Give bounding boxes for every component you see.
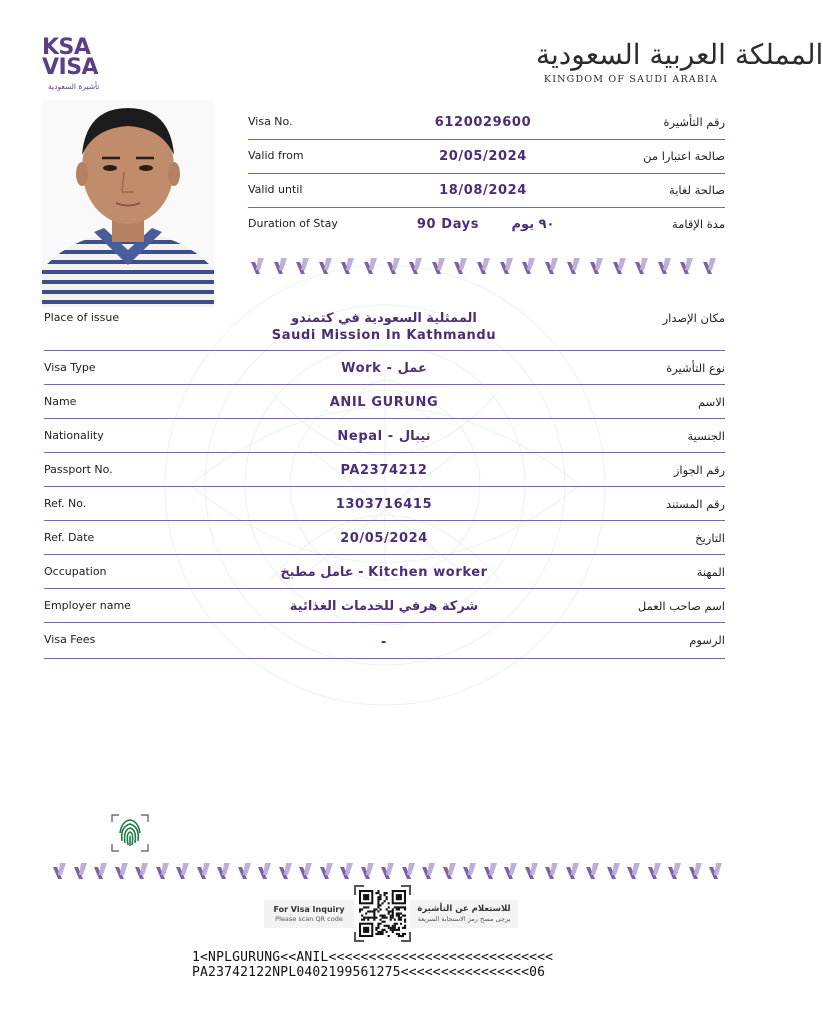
name-value: ANIL GURUNG	[329, 395, 439, 410]
security-checkmark-icon	[216, 861, 234, 881]
security-checkmark-icon	[524, 861, 542, 881]
security-checkmark-icon	[298, 861, 316, 881]
row-passport-no	[44, 457, 725, 487]
security-checkmark-icon	[657, 256, 675, 276]
kingdom-english-title: KINGDOM OF SAUDI ARABIA	[543, 74, 719, 85]
security-checkmark-icon	[339, 861, 357, 881]
duration-value: 90 Days	[416, 217, 480, 232]
inquiry-arabic-subtitle: يرجى مسح رمز الاستجابة السريعة	[417, 915, 511, 923]
ksa-logo-line2	[42, 55, 122, 80]
security-checkmark-icon	[363, 256, 381, 276]
ref-date-value: 20/05/2024	[340, 531, 428, 546]
place-of-issue-value: Saudi Mission In Kathmandu	[271, 328, 497, 343]
security-checkmark-icon	[606, 861, 624, 881]
security-checkmark-icon	[237, 861, 255, 881]
ksa-visa-logo	[42, 35, 122, 91]
employer-arabic-label: اسم صاحب العمل	[637, 599, 725, 613]
row-name	[44, 389, 725, 419]
security-checkmark-icon	[708, 861, 726, 881]
occupation-arabic-label: المهنة	[696, 565, 725, 579]
security-checkmark-icon	[73, 861, 91, 881]
security-checkmark-icon	[503, 861, 521, 881]
security-checkmark-icon	[647, 861, 665, 881]
security-checkmark-icon	[702, 256, 720, 276]
row-occupation	[44, 559, 725, 589]
row-divider	[44, 658, 725, 659]
nationality-arabic-label: الجنسية	[687, 429, 725, 443]
ksa-logo-arabic: تأشيرة السعودية	[48, 82, 100, 91]
visa-type-label: Visa Type	[44, 361, 96, 374]
visa-inquiry-english	[264, 900, 354, 928]
security-checkmark-icon	[585, 861, 603, 881]
holder-photo	[42, 100, 214, 307]
valid-until-value: 18/08/2024	[439, 183, 527, 198]
security-checkmark-icon	[114, 861, 132, 881]
ref-date-arabic-label: التاريخ	[695, 531, 725, 545]
security-checkmark-icon	[589, 256, 607, 276]
row-divider	[248, 207, 725, 208]
security-checkmark-icon	[462, 861, 480, 881]
security-checkmark-icon	[175, 861, 193, 881]
row-place-of-issue	[44, 306, 725, 351]
row-divider	[44, 350, 725, 351]
security-checkmark-icon	[634, 256, 652, 276]
nationality-label: Nationality	[44, 429, 104, 442]
row-divider	[44, 520, 725, 521]
security-checkmark-icon	[476, 256, 494, 276]
security-checkmark-icon	[442, 861, 460, 881]
row-divider	[44, 554, 725, 555]
visa-type-value: Work - عمل	[341, 361, 427, 376]
security-checkmark-icon	[401, 861, 419, 881]
duration-arabic-label: مدة الإقامة	[672, 217, 725, 231]
security-checkmark-icon	[688, 861, 706, 881]
visa-no-arabic-label: رقم التأشيرة	[663, 115, 725, 129]
visa-fees-value: -	[381, 635, 387, 650]
place-of-issue-arabic-label: مكان الإصدار	[662, 311, 725, 325]
mrz-line-1: 1<NPLGURUNG<<ANIL<<<<<<<<<<<<<<<<<<<<<<<<<<<<	[192, 950, 554, 965]
row-nationality	[44, 423, 725, 453]
security-checkmark-icon	[612, 256, 630, 276]
ref-date-label: Ref. Date	[44, 531, 95, 544]
name-arabic-label: الاسم	[697, 395, 725, 409]
duration-label: Duration of Stay	[248, 217, 338, 230]
security-checkmark-icon	[386, 256, 404, 276]
security-checkmark-icon	[667, 861, 685, 881]
row-visa-fees	[44, 627, 725, 659]
security-checkmark-strip-bottom	[52, 861, 722, 885]
security-checkmark-icon	[679, 256, 697, 276]
row-divider	[248, 173, 725, 174]
ref-no-value: 1303716415	[335, 497, 433, 512]
visa-inquiry-arabic	[410, 900, 518, 928]
visa-no-label: Visa No.	[248, 115, 293, 128]
valid-from-arabic-label: صالحة اعتبارا من	[643, 149, 725, 163]
ref-no-label: Ref. No.	[44, 497, 87, 510]
security-checkmark-strip-top	[250, 256, 725, 280]
row-divider	[44, 452, 725, 453]
qr-code[interactable]	[359, 890, 406, 937]
row-employer	[44, 593, 725, 623]
security-checkmark-icon	[295, 256, 313, 276]
security-checkmark-icon	[453, 256, 471, 276]
security-checkmark-icon	[250, 256, 268, 276]
valid-until-arabic-label: صالحة لغاية	[669, 183, 725, 197]
row-divider	[44, 486, 725, 487]
security-checkmark-icon	[196, 861, 214, 881]
valid-until-label: Valid until	[248, 183, 303, 196]
valid-from-value: 20/05/2024	[439, 149, 527, 164]
employer-value: شركة هرفي للخدمات الغذائية	[289, 599, 479, 614]
visa-no-value: 6120029600	[434, 115, 532, 130]
employer-label: Employer name	[44, 599, 131, 612]
security-checkmark-icon	[273, 256, 291, 276]
row-ref-date	[44, 525, 725, 555]
row-duration	[248, 212, 725, 242]
ref-no-arabic-label: رقم المستند	[666, 497, 725, 511]
security-checkmark-icon	[408, 256, 426, 276]
portrait-illustration	[42, 100, 214, 307]
security-checkmark-icon	[257, 861, 275, 881]
security-checkmark-icon	[278, 861, 296, 881]
row-divider	[44, 384, 725, 385]
security-checkmark-icon	[544, 861, 562, 881]
valid-from-label: Valid from	[248, 149, 304, 162]
security-checkmark-icon	[52, 861, 70, 881]
ksa-logo-line2-text: VISA	[42, 55, 99, 80]
fingerprint-icon	[110, 813, 150, 853]
inquiry-arabic-title: للاستعلام عن التأشيرة	[417, 904, 511, 914]
row-divider	[44, 588, 725, 589]
place-of-issue-label: Place of issue	[44, 311, 120, 324]
inquiry-english-title: For Visa Inquiry	[273, 905, 345, 914]
visa-fees-label: Visa Fees	[44, 633, 96, 646]
row-valid-from	[248, 144, 725, 174]
passport-no-arabic-label: رقم الجواز	[673, 463, 725, 477]
row-valid-until	[248, 178, 725, 208]
kingdom-logo	[536, 38, 823, 85]
security-checkmark-icon	[319, 861, 337, 881]
security-checkmark-icon	[544, 256, 562, 276]
security-checkmark-icon	[134, 861, 152, 881]
security-checkmark-icon	[431, 256, 449, 276]
security-checkmark-icon	[340, 256, 358, 276]
row-ref-no	[44, 491, 725, 521]
security-checkmark-icon	[499, 256, 517, 276]
place-of-issue-arabic-value: الممثلية السعودية في كتمندو	[291, 311, 477, 326]
kingdom-arabic-calligraphy: المملكة العربية السعودية	[536, 38, 823, 71]
security-checkmark-icon	[566, 256, 584, 276]
passport-no-label: Passport No.	[44, 463, 113, 476]
row-divider	[44, 418, 725, 419]
security-checkmark-icon	[380, 861, 398, 881]
row-visa-no	[248, 110, 725, 140]
visa-type-arabic-label: نوع التأشيرة	[666, 361, 725, 375]
security-checkmark-icon	[318, 256, 336, 276]
security-checkmark-icon	[155, 861, 173, 881]
nationality-value: Nepal - نيبال	[337, 429, 431, 444]
passport-no-value: PA2374212	[340, 463, 428, 478]
name-label: Name	[44, 395, 77, 408]
row-divider	[44, 622, 725, 623]
security-checkmark-icon	[421, 861, 439, 881]
ksa-logo-line1: KSA	[42, 35, 91, 60]
row-divider	[248, 139, 725, 140]
duration-arabic-value: ٩٠ يوم	[511, 217, 555, 232]
row-visa-type	[44, 355, 725, 385]
security-checkmark-icon	[360, 861, 378, 881]
mrz-line-2: PA23742122NPL0402199561275<<<<<<<<<<<<<<<<06	[192, 965, 546, 980]
occupation-value: عامل مطبخ - Kitchen worker	[280, 565, 488, 580]
security-checkmark-icon	[483, 861, 501, 881]
visa-fees-arabic-label: الرسوم	[689, 633, 725, 647]
security-checkmark-icon	[521, 256, 539, 276]
security-checkmark-icon	[93, 861, 111, 881]
security-checkmark-icon	[565, 861, 583, 881]
occupation-label: Occupation	[44, 565, 107, 578]
inquiry-english-subtitle: Please scan QR code	[275, 915, 343, 923]
security-checkmark-icon	[626, 861, 644, 881]
